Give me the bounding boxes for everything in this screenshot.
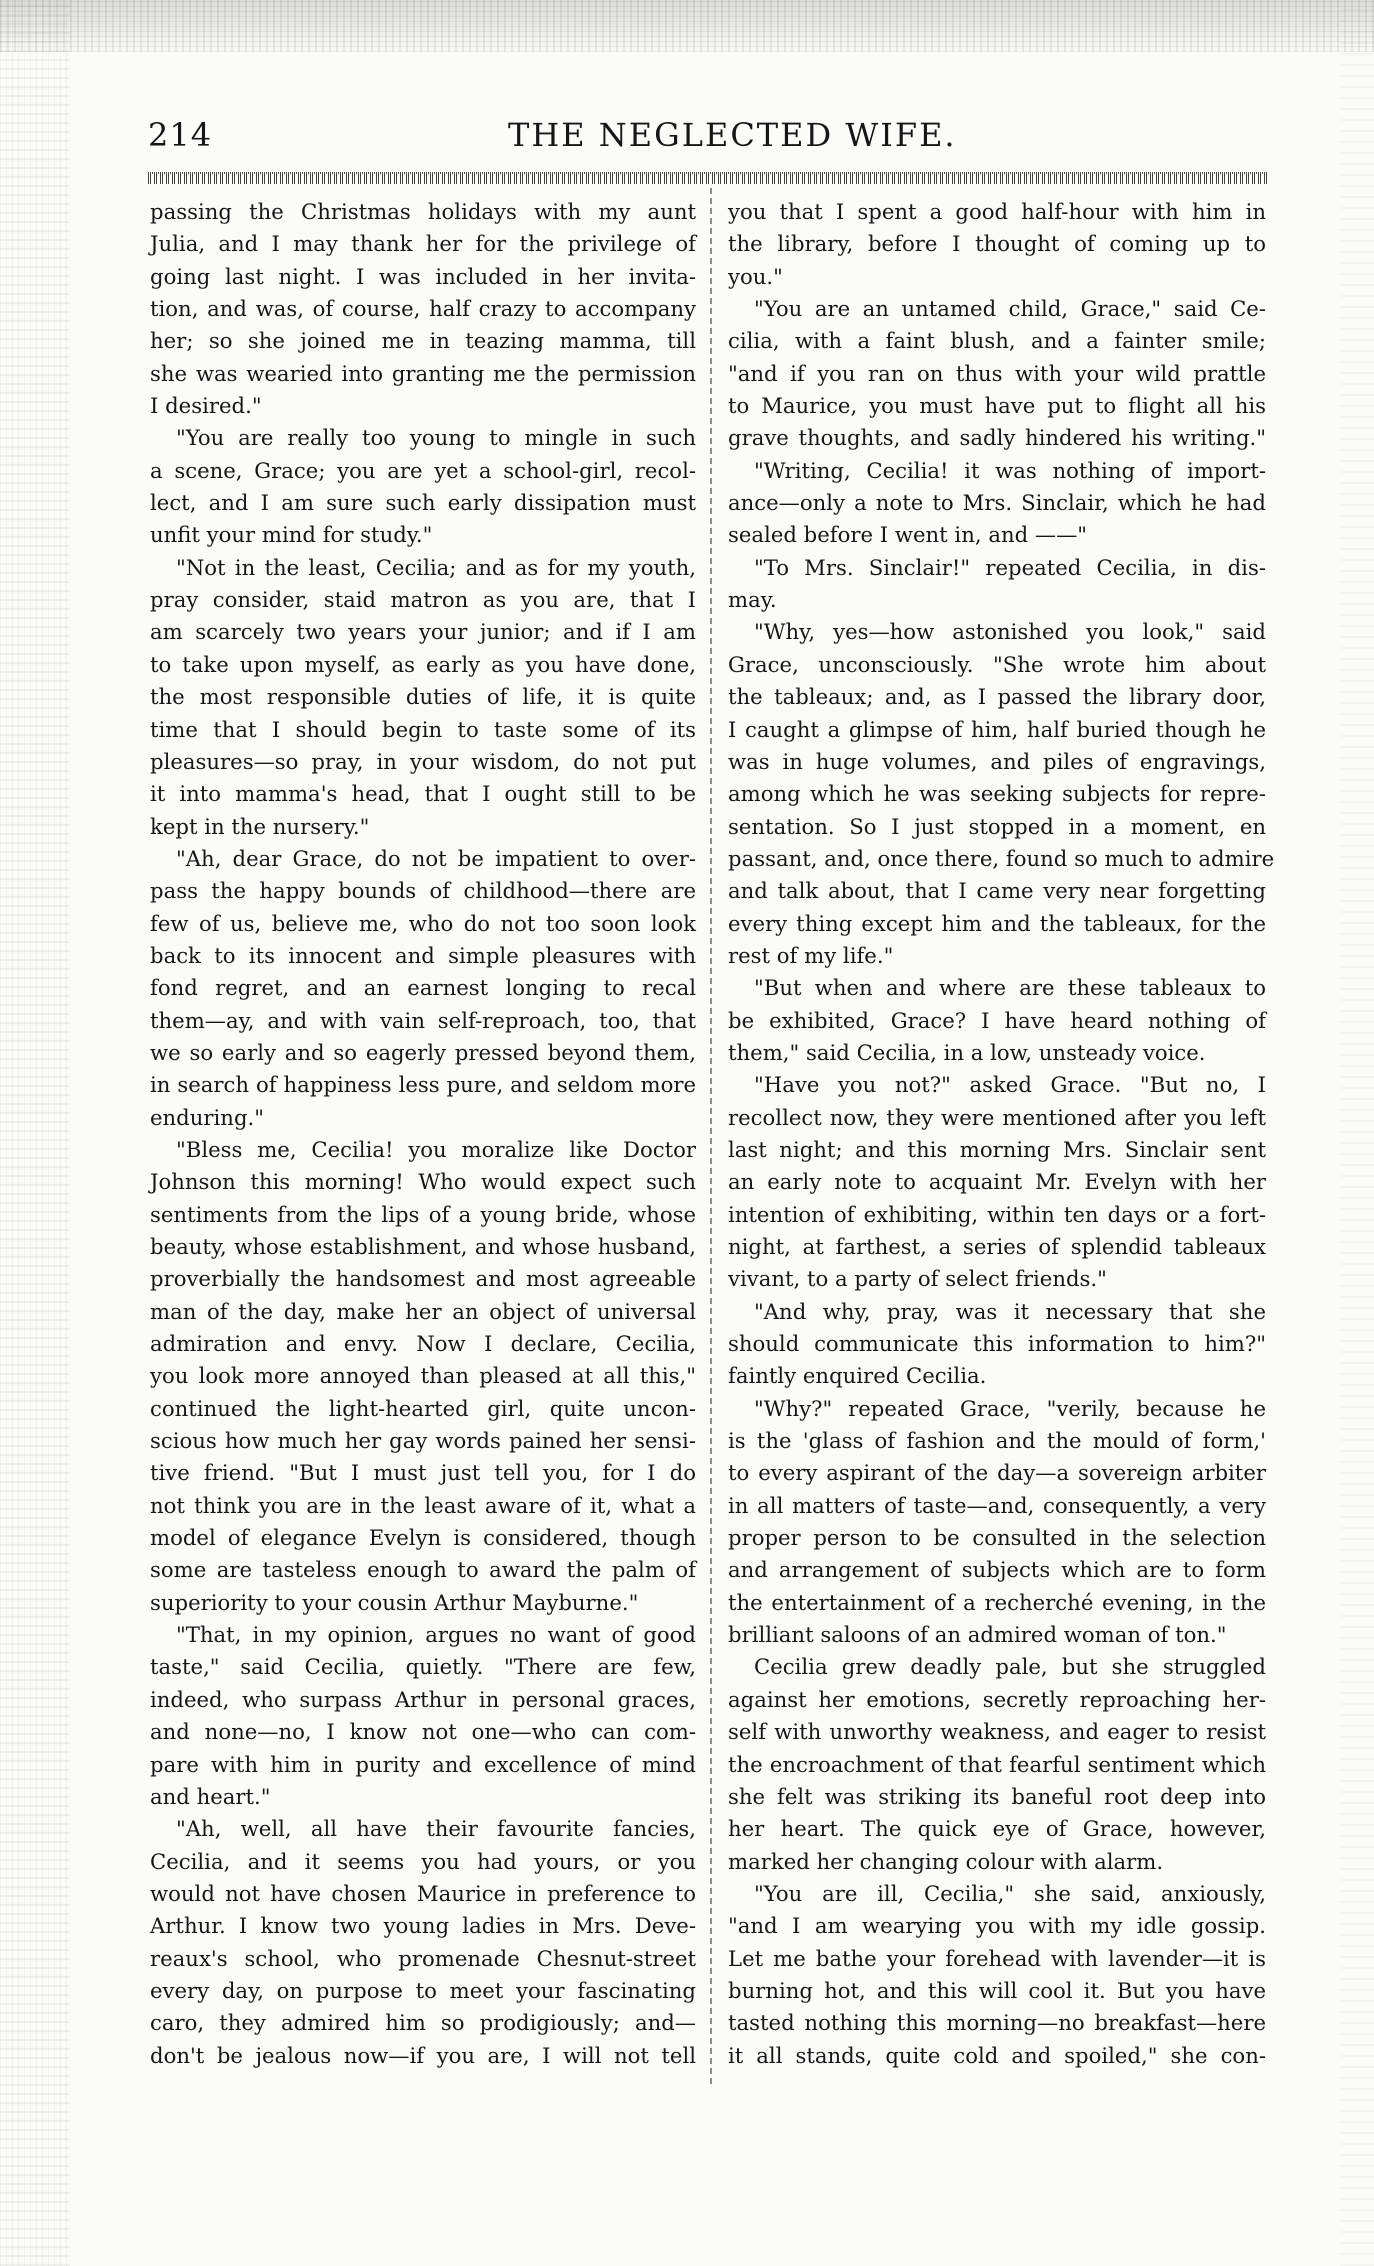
text-line: her; so she joined me in teazing mamma, till (150, 328, 696, 354)
text-line: pray consider, staid matron as you are, that I (150, 587, 696, 613)
text-line: and talk about, that I came very near forgetting (728, 878, 1266, 904)
text-line: reaux's school, who promenade Chesnut-street (150, 1945, 696, 1971)
text-line: a scene, Grace; you are yet a school-girl, recol- (150, 457, 696, 483)
running-title: THE NEGLECTED WIFE. (508, 116, 957, 154)
text-line: an early note to acquaint Mr. Evelyn with her (728, 1169, 1266, 1195)
text-line: the most responsible duties of life, it is quite (150, 684, 696, 710)
text-line: continued the light-hearted girl, quite uncon- (150, 1395, 696, 1421)
text-line: "Why, yes—how astonished you look," said (754, 619, 1266, 645)
text-line: recollect now, they were mentioned after you left (728, 1104, 1266, 1130)
text-line: night, at farthest, a series of splendid tableaux (728, 1234, 1266, 1259)
text-line: time that I should begin to taste some of its (150, 716, 696, 742)
left-column (150, 196, 696, 2072)
text-line: may. (728, 587, 777, 613)
text-line: Julia, and I may thank her for the privilege of (150, 231, 696, 257)
text-line: Let me bathe your forehead with lavender—it is (728, 1945, 1266, 1971)
text-line: she felt was striking its baneful root deep into (728, 1783, 1266, 1809)
text-line: "Not in the least, Cecilia; and as for my youth, (176, 554, 696, 580)
text-line: was in huge volumes, and piles of engravings, (728, 748, 1266, 774)
text-line: "Have you not?" asked Grace. "But no, I (754, 1072, 1266, 1098)
text-line: beauty, whose establishment, and whose husband, (150, 1234, 696, 1259)
text-line: intention of exhibiting, within ten days or a fort- (728, 1201, 1266, 1227)
text-line: sealed before I went in, and ——" (728, 522, 1088, 548)
text-line: it into mamma's head, that I ought still to be (150, 781, 696, 807)
text-line: the tableaux; and, as I passed the library door, (728, 684, 1266, 710)
page-number: 214 (148, 116, 213, 154)
text-line: "You are an untamed child, Grace," said Ce- (754, 296, 1266, 322)
text-line: Grace, unconsciously. "She wrote him about (728, 651, 1266, 677)
text-line: "Ah, well, all have their favourite fancies, (176, 1816, 696, 1842)
text-line: Cecilia grew deadly pale, but she struggled (754, 1654, 1266, 1680)
text-line: tion, and was, of course, half crazy to accompany (150, 296, 696, 322)
text-line: tive friend. "But I must just tell you, for I do (150, 1460, 696, 1486)
text-line: it all stands, quite cold and spoiled," she con- (728, 2042, 1266, 2068)
text-line: not think you are in the least aware of it, what a (150, 1492, 696, 1518)
text-line: fond regret, and an earnest longing to recal (150, 975, 696, 1001)
text-line: "Why?" repeated Grace, "verily, because he (754, 1395, 1266, 1421)
text-line: pare with him in purity and excellence of mind (150, 1751, 696, 1777)
text-line: I desired." (150, 393, 262, 419)
text-line: going last night. I was included in her invita- (150, 263, 696, 289)
text-line: tasted nothing this morning—no breakfast—here (728, 2010, 1266, 2036)
right-column (728, 196, 1275, 2072)
text-line: "Writing, Cecilia! it was nothing of import- (754, 457, 1266, 483)
text-line: back to its innocent and simple pleasures with (150, 942, 696, 968)
text-line: "Bless me, Cecilia! you moralize like Doctor (176, 1136, 696, 1162)
text-line: pass the happy bounds of childhood—there are (150, 878, 696, 904)
text-line: "To Mrs. Sinclair!" repeated Cecilia, in dis- (754, 554, 1266, 580)
header-rule (148, 172, 1268, 184)
scan-noise-right (1340, 0, 1374, 2266)
text-line: some are tasteless enough to award the palm of (150, 1557, 696, 1583)
text-line: her heart. The quick eye of Grace, however, (728, 1816, 1266, 1842)
text-line: admiration and envy. Now I declare, Cecilia, (150, 1331, 696, 1357)
text-line: I caught a glimpse of him, half buried though he (728, 716, 1266, 742)
text-line: be exhibited, Grace? I have heard nothing of (728, 1007, 1266, 1033)
text-line: burning hot, and this will cool it. But you have (728, 1977, 1266, 2003)
text-line: "and if you ran on thus with your wild prattle (728, 360, 1266, 386)
text-line: you." (728, 263, 783, 289)
text-line: marked her changing colour with alarm. (728, 1848, 1164, 1874)
scan-noise-left (0, 0, 70, 2266)
text-line: in search of happiness less pure, and seldom more (150, 1072, 696, 1098)
text-line: "And why, pray, was it necessary that she (754, 1298, 1266, 1324)
text-line: sentiments from the lips of a young bride, whose (150, 1201, 696, 1227)
text-line: ance—only a note to Mrs. Sinclair, which he had (728, 490, 1266, 516)
text-line: unfit your mind for study." (150, 522, 433, 548)
text-line: in all matters of taste—and, consequently, a very (728, 1492, 1266, 1518)
text-line: grave thoughts, and sadly hindered his writing." (728, 425, 1266, 451)
text-line: Arthur. I know two young ladies in Mrs. Deve- (150, 1913, 696, 1939)
text-line: proper person to be consulted in the selection (728, 1525, 1266, 1551)
text-line: Cecilia, and it seems you had yours, or you (150, 1848, 696, 1874)
text-line: them—ay, and with vain self-reproach, too, that (150, 1007, 696, 1033)
text-line: vivant, to a party of select friends." (728, 1266, 1107, 1292)
text-line: Johnson this morning! Who would expect such (150, 1169, 696, 1195)
text-line: them," said Cecilia, in a low, unsteady voice. (728, 1039, 1206, 1065)
text-line: scious how much her gay words pained her sensi- (150, 1428, 696, 1454)
text-line: cilia, with a faint blush, and a fainter smile; (728, 328, 1266, 354)
text-line: and arrangement of subjects which are to form (728, 1557, 1266, 1583)
text-line: and none—no, I know not one—who can com- (150, 1719, 696, 1745)
text-line: the entertainment of a recherché evening, in the (728, 1589, 1266, 1615)
text-line: among which he was seeking subjects for repre- (728, 781, 1266, 807)
text-line: "That, in my opinion, argues no want of good (176, 1622, 696, 1648)
text-line: taste," said Cecilia, quietly. "There are few, (150, 1654, 696, 1680)
text-line: "You are ill, Cecilia," she said, anxiously, (754, 1880, 1266, 1906)
text-line: to take upon myself, as early as you have done, (150, 651, 696, 677)
text-line: man of the day, make her an object of universal (150, 1298, 696, 1324)
scan-noise-top (0, 0, 1374, 52)
text-line: to Maurice, you must have put to flight all his (728, 393, 1266, 419)
text-line: you that I spent a good half-hour with him in (728, 199, 1266, 224)
text-line: you look more annoyed than pleased at all this," (150, 1363, 696, 1389)
text-line: the library, before I thought of coming up to (728, 231, 1266, 257)
text-line: model of elegance Evelyn is considered, though (150, 1525, 696, 1551)
text-line: she was wearied into granting me the permission (150, 360, 696, 386)
text-line: kept in the nursery." (150, 813, 370, 839)
text-line: proverbially the handsomest and most agreeable (150, 1266, 696, 1292)
text-line: we so early and so eagerly pressed beyond them, (150, 1039, 696, 1065)
text-line: faintly enquired Cecilia. (728, 1363, 987, 1389)
text-line: "But when and where are these tableaux to (754, 975, 1266, 1001)
text-line: "Ah, dear Grace, do not be impatient to over- (176, 845, 696, 871)
text-line: every thing except him and the tableaux, for the (728, 910, 1266, 936)
text-line: indeed, who surpass Arthur in personal graces, (150, 1686, 696, 1712)
text-line: the encroachment of that fearful sentiment which (728, 1751, 1266, 1777)
text-line: enduring." (150, 1104, 264, 1130)
text-line: every day, on purpose to meet your fascinating (150, 1977, 696, 2003)
text-line: brilliant saloons of an admired woman of ton." (728, 1622, 1227, 1648)
text-line: against her emotions, secretly reproaching her- (728, 1686, 1266, 1712)
text-line: caro, they admired him so prodigiously; and— (150, 2010, 696, 2036)
text-line: passant, and, once there, found so much to admire (728, 845, 1275, 871)
text-line: self with unworthy weakness, and eager to resist (728, 1719, 1266, 1745)
text-line: am scarcely two years your junior; and if I am (150, 619, 696, 645)
text-line: rest of my life." (728, 942, 894, 968)
text-line: superiority to your cousin Arthur Mayburne." (150, 1589, 639, 1615)
text-line: to every aspirant of the day—a sovereign arbiter (728, 1460, 1266, 1486)
text-line: passing the Christmas holidays with my aunt (150, 199, 696, 224)
text-line: "and I am wearying you with my idle gossip. (728, 1913, 1266, 1939)
text-line: don't be jealous now—if you are, I will not tell (150, 2042, 696, 2068)
text-line: and heart." (150, 1783, 271, 1809)
text-line: lect, and I am sure such early dissipation must (150, 490, 696, 516)
text-line: last night; and this morning Mrs. Sinclair sent (728, 1136, 1266, 1162)
text-line: would not have chosen Maurice in preference to (150, 1880, 696, 1906)
text-line: pleasures—so pray, in your wisdom, do not put (150, 748, 696, 774)
running-head (148, 116, 1268, 164)
column-divider (710, 188, 712, 2088)
text-line: should communicate this information to him?" (728, 1331, 1266, 1357)
text-line: "You are really too young to mingle in such (176, 425, 696, 451)
text-line: is the 'glass of fashion and the mould of form,' (728, 1428, 1266, 1454)
text-line: few of us, believe me, who do not too soon look (150, 910, 696, 936)
text-line: sentation. So I just stopped in a moment, en (728, 813, 1266, 839)
